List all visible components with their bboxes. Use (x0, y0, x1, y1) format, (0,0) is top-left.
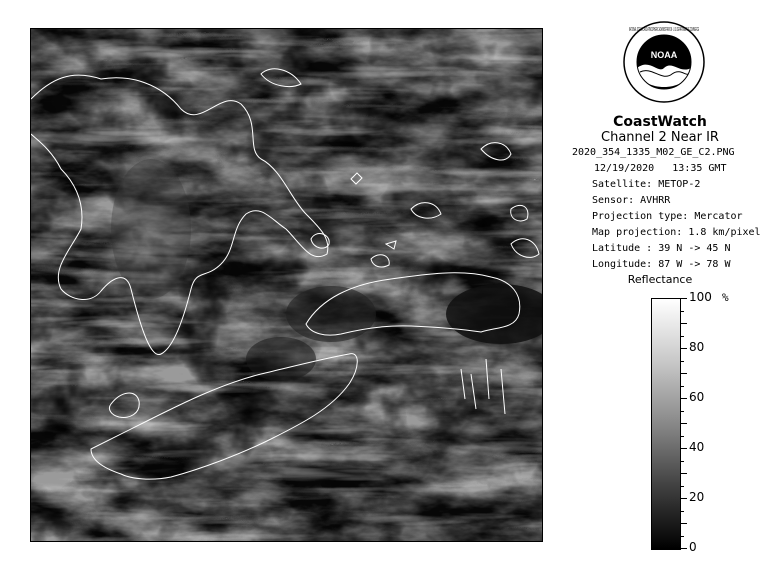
satellite-info: Satellite: METOP-2 (592, 179, 701, 190)
colorbar-tick (681, 423, 687, 424)
colorbar-tick (681, 298, 687, 299)
colorbar-tick-label: 20 (689, 490, 705, 504)
date-time (594, 163, 726, 174)
colorbar-tick (681, 336, 684, 337)
colorbar-tick (681, 411, 684, 412)
colorbar-tick (681, 523, 687, 524)
colorbar-tick (681, 511, 684, 512)
channel-subtitle: Channel 2 Near IR (601, 130, 719, 145)
colorbar-tick-label: 0 (689, 540, 697, 554)
colorbar-tick-label: 40 (689, 440, 705, 454)
projection-type-info: Projection type: Mercator (592, 211, 743, 222)
colorbar-unit: % (722, 291, 729, 304)
sensor-info: Sensor: AVHRR (592, 195, 671, 206)
colorbar-tick (681, 323, 687, 324)
satellite-map (30, 28, 543, 542)
logo-center-text: NOAA (650, 50, 678, 60)
file-name: 2020_354_1335_M02_GE_C2.PNG (572, 147, 735, 158)
colorbar-tick (681, 498, 687, 499)
colorbar-tick (681, 473, 687, 474)
colorbar-tick (681, 386, 684, 387)
reflectance-colorbar (651, 298, 681, 550)
satellite-image (31, 29, 543, 542)
colorbar-tick (681, 448, 687, 449)
date-value: 12/19/2020 (594, 163, 655, 174)
colorbar-tick-label: 100 (689, 290, 712, 304)
longitude-info: Longitude: 87 W -> 78 W (592, 259, 731, 270)
colorbar-tick (681, 486, 684, 487)
colorbar-tick-label: 60 (689, 390, 705, 404)
colorbar-tick (681, 536, 684, 537)
time-value: 13:35 GMT (672, 163, 727, 174)
colorbar-tick (681, 361, 684, 362)
logo-ring-text: NATIONAL OCEANIC AND ATMOSPHERIC ADMINISTRATION · U.S. DEPARTMENT OF COMMERCE (629, 27, 700, 33)
latitude-info: Latitude : 39 N -> 45 N (592, 243, 731, 254)
colorbar-tick (681, 461, 684, 462)
colorbar-tick (681, 436, 684, 437)
info-panel (560, 0, 782, 572)
colorbar-tick-label: 80 (689, 340, 705, 354)
map-projection-info: Map projection: 1.8 km/pixel (592, 227, 761, 238)
colorbar-label: Reflectance (627, 273, 693, 286)
colorbar-tick (681, 398, 687, 399)
colorbar-tick (681, 373, 687, 374)
product-title: CoastWatch (613, 114, 707, 130)
noaa-logo (622, 20, 706, 104)
colorbar-tick (681, 311, 684, 312)
colorbar-tick (681, 348, 687, 349)
colorbar-tick (681, 548, 687, 549)
